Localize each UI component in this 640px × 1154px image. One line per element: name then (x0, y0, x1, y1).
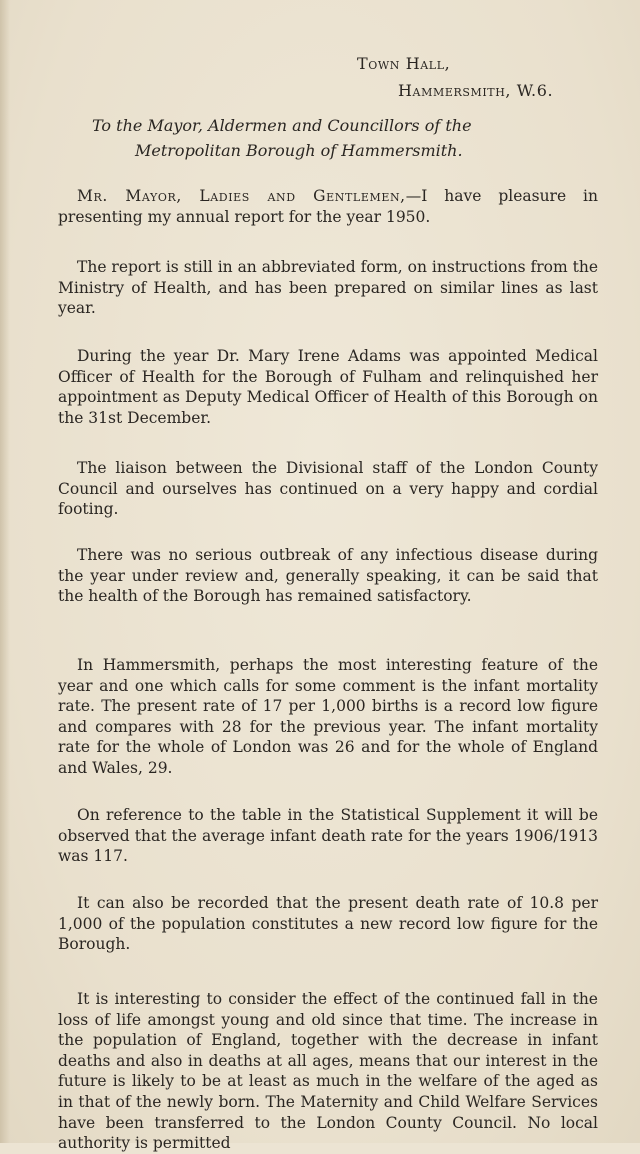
address-line-town-hall: Town Hall, (357, 54, 451, 73)
paragraph-population-welfare: It is interesting to consider the effect of the continued fall in the loss of life amongst young and old since that time. The increase in the population of England, together with the decrease in infant deaths and also in deaths at all ages, means that our interest in the future is likely to be at least as much in the welfare of the aged as in that of the newly born. The Maternity and Child Welfare Services have been transferred to the London County Council. No local authority is permitted (58, 990, 598, 1153)
paragraph-report-form: The report is still in an abbreviated form, on instructions from the Ministry of Health, and has been prepared on similar lines as last year. (58, 258, 598, 318)
greeting-smallcaps: Mr. Mayor, Ladies and Gentlemen, (77, 187, 406, 205)
salutation-block (60, 113, 600, 163)
report-body (58, 186, 598, 1154)
paragraph-liaison: The liaison between the Divisional staff of the London County Council and ourselves has continued on a very happy and cordial footing. (58, 459, 598, 519)
paragraph-statistical-supplement: On reference to the table in the Statistical Supplement it will be observed that the average infant death rate for the years 1906/1913 was 117. (58, 806, 598, 866)
paragraph-infant-mortality: In Hammersmith, perhaps the most interesting feature of the year and one which calls for some comment is the infant mortality rate. The present rate of 17 per 1,000 births is a record low figure and compares with 28 for the previous year. The infant mortality rate for the whole of London was 26 and for the whole of England and Wales, 29. (58, 656, 598, 777)
salutation-line-1: To the Mayor, Aldermen and Councillors of the (92, 116, 472, 135)
paragraph-appointment: During the year Dr. Mary Irene Adams was appointed Medical Officer of Health for the Borough of Fulham and relinquished her appointment as Deputy Medical Officer of Health of this Borough on the 31st December. (58, 347, 598, 427)
page-spine-shadow (0, 0, 10, 1143)
paragraph-infectious-disease: There was no serious outbreak of any infectious disease during the year under review and, generally speaking, it can be said that the health of the Borough has remained satisfactory. (58, 546, 598, 606)
address-block (300, 50, 600, 104)
greeting-rest: —I have pleasure in presenting my annual report for the year 1950. (58, 187, 598, 226)
paragraph-death-rate: It can also be recorded that the present death rate of 10.8 per 1,000 of the population constitutes a new record low figure for the Borough. (58, 894, 598, 954)
paragraph-greeting (58, 186, 598, 257)
salutation-line-2: Metropolitan Borough of Hammersmith. (135, 141, 463, 160)
address-line-hammersmith: Hammersmith, W.6. (398, 81, 554, 100)
